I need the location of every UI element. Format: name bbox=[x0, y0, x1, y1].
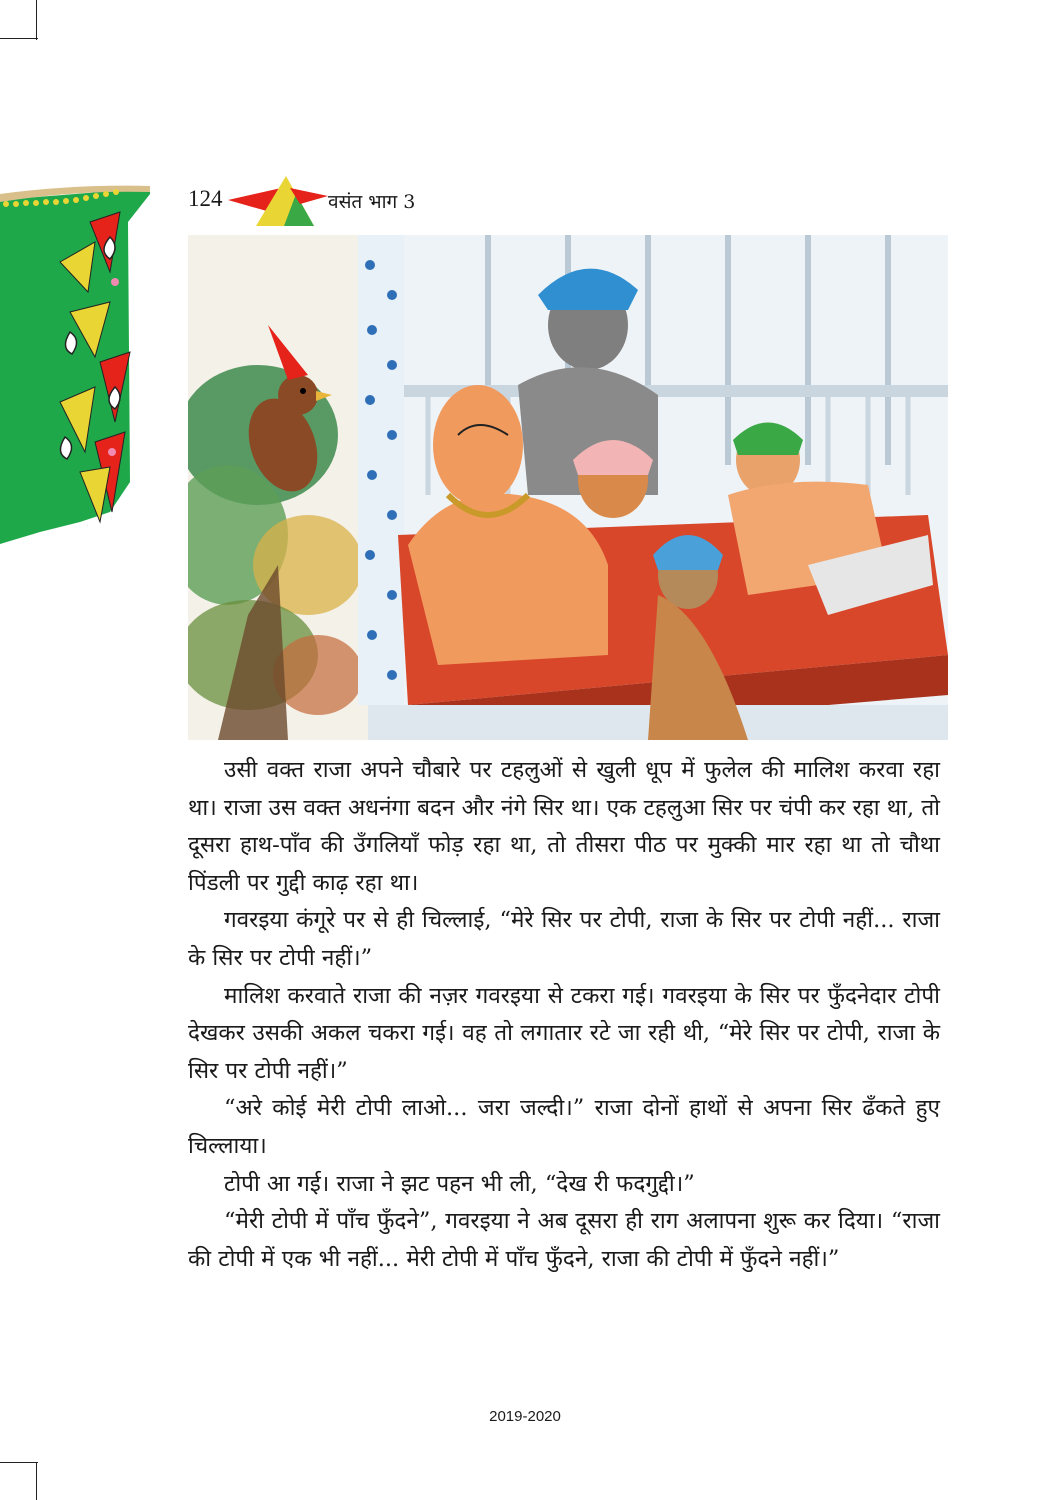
book-title: वसंत भाग 3 bbox=[328, 191, 416, 213]
footer-year: 2019-2020 bbox=[489, 1408, 561, 1425]
story-illustration bbox=[188, 235, 948, 740]
paragraph: मालिश करवाते राजा की नज़र गवरइया से टकरा गई। गवरइया के सिर पर फुँदनेदार टोपी देखकर उसकी अकल चकरा गई। वह तो लगातार रटे जा रही थी, “मेरे सिर पर टोपी, राजा के सिर पर टोपी नहीं।” bbox=[188, 982, 940, 1084]
crop-mark bbox=[0, 1462, 38, 1463]
crop-mark bbox=[36, 1462, 37, 1500]
paragraph: “अरे कोई मेरी टोपी लाओ... जरा जल्दी।” राजा दोनों हाथों से अपना सिर ढँकते हुए चिल्लाया। bbox=[188, 1095, 940, 1159]
story-text bbox=[188, 752, 940, 1278]
triangle-logo-icon bbox=[228, 176, 328, 228]
crop-mark bbox=[36, 0, 37, 40]
paragraph: गवरइया कंगूरे पर से ही चिल्लाई, “मेरे सिर पर टोपी, राजा के सिर पर टोपी नहीं... राजा के सिर पर टोपी नहीं।” bbox=[188, 907, 940, 971]
paragraph: “मेरी टोपी में पाँच फुँदने”, गवरइया ने अब दूसरा ही राग अलापना शुरू कर दिया। “राजा की टोपी में एक भी नहीं... मेरी टोपी में पाँच फुँदने, राजा की टोपी में फुँदने नहीं।” bbox=[188, 1208, 940, 1272]
paragraph: टोपी आ गई। राजा ने झट पहन भी ली, “देख री फदगुद्दी।” bbox=[224, 1170, 695, 1197]
side-decoration bbox=[0, 182, 150, 552]
crop-mark bbox=[0, 38, 38, 39]
paragraph: उसी वक्त राजा अपने चौबारे पर टहलुओं से खुली धूप में फुलेल की मालिश करवा रहा था। राजा उस वक्त अधनंगा बदन और नंगे सिर था। एक टहलुआ सिर पर चंपी कर रहा था, तो दूसरा हाथ-पाँव की उँगलियाँ फोड़ रहा था, तो तीसरा पीठ पर मुक्की मार रहा था तो चौथा पिंडली पर गुद्दी काढ़ रहा था। bbox=[188, 757, 940, 896]
page-number: 124 bbox=[188, 186, 223, 211]
running-head bbox=[188, 176, 508, 228]
